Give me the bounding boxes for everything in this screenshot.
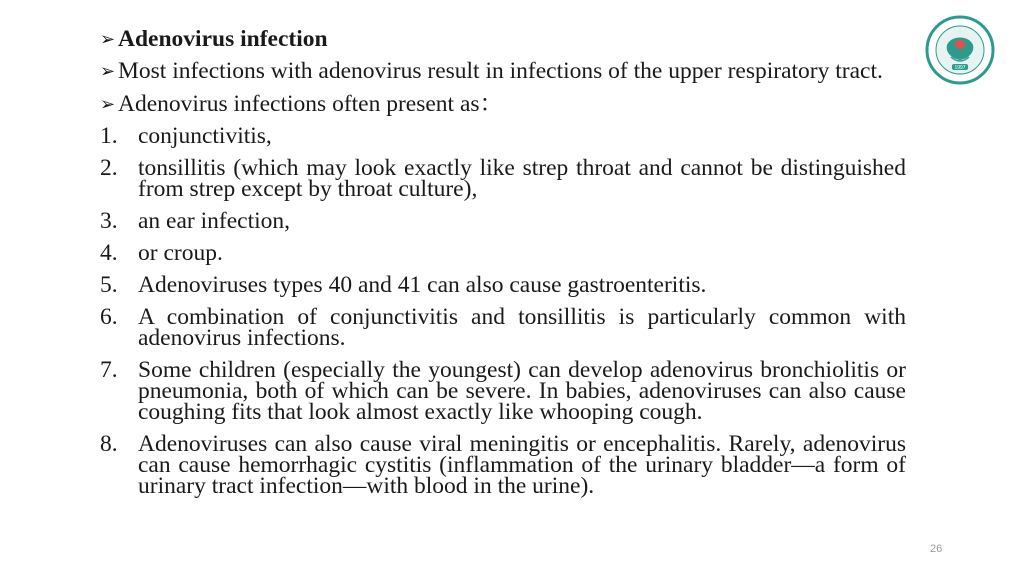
arrow-bullet-icon: ➢: [100, 94, 116, 114]
list-item-text: A combination of conjunctivitis and tonsillitis is particularly common with adenovirus infections.: [138, 304, 906, 351]
list-number: 7.: [100, 357, 118, 383]
list-number: 5.: [100, 272, 118, 298]
bullet-text: Most infections with adenovirus result in infections of the upper respiratory tract.: [118, 58, 883, 84]
list-item-text: conjunctivitis,: [138, 123, 272, 149]
list-item: [100, 431, 906, 499]
list-number: 2.: [100, 155, 118, 181]
list-number: 1.: [100, 123, 118, 149]
list-item: [100, 357, 906, 425]
list-item: [100, 304, 906, 351]
slide-content: [100, 26, 906, 508]
slide-title: Adenovirus infection: [118, 26, 328, 52]
list-item: [100, 155, 906, 202]
list-item: [100, 240, 906, 266]
list-item-text: tonsillitis (which may look exactly like strep throat and cannot be distinguished from strep except by throat culture),: [138, 155, 906, 202]
list-item: [100, 272, 906, 298]
page-number: 26: [930, 543, 943, 555]
list-item-text: Some children (especially the youngest) can develop adenovirus bronchiolitis or pneumonia, both of which can be severe. In babies, adenoviruses can also cause coughing fits that look almost exactly like whooping cough.: [138, 357, 906, 425]
symptom-list: [100, 123, 906, 499]
bullet-text: Adenovirus infections often present as：: [118, 91, 504, 117]
list-item-text: an ear infection,: [138, 208, 291, 234]
list-item-text: Adenoviruses can also cause viral meningitis or encephalitis. Rarely, adenovirus can cause hemorrhagic cystitis (inflammation of the urinary bladder—a form of urinary tract infection—with blood in the urine).: [138, 431, 906, 499]
title-bullet: [100, 26, 906, 52]
list-number: 3.: [100, 208, 118, 234]
list-item-text: or croup.: [138, 240, 223, 266]
list-number: 8.: [100, 431, 118, 457]
arrow-bullet-icon: ➢: [100, 61, 116, 81]
list-item: [100, 208, 906, 234]
list-item: [100, 123, 906, 149]
list-item-text: Adenoviruses types 40 and 41 can also cause gastroenteritis.: [138, 272, 707, 298]
list-number: 4.: [100, 240, 118, 266]
arrow-bullet-icon: ➢: [100, 29, 116, 49]
university-hospital-seal-icon: [925, 15, 995, 85]
list-number: 6.: [100, 304, 118, 330]
bullet-item: [100, 58, 906, 84]
bullet-item: [100, 91, 906, 117]
seal-year: 1997: [954, 65, 966, 71]
